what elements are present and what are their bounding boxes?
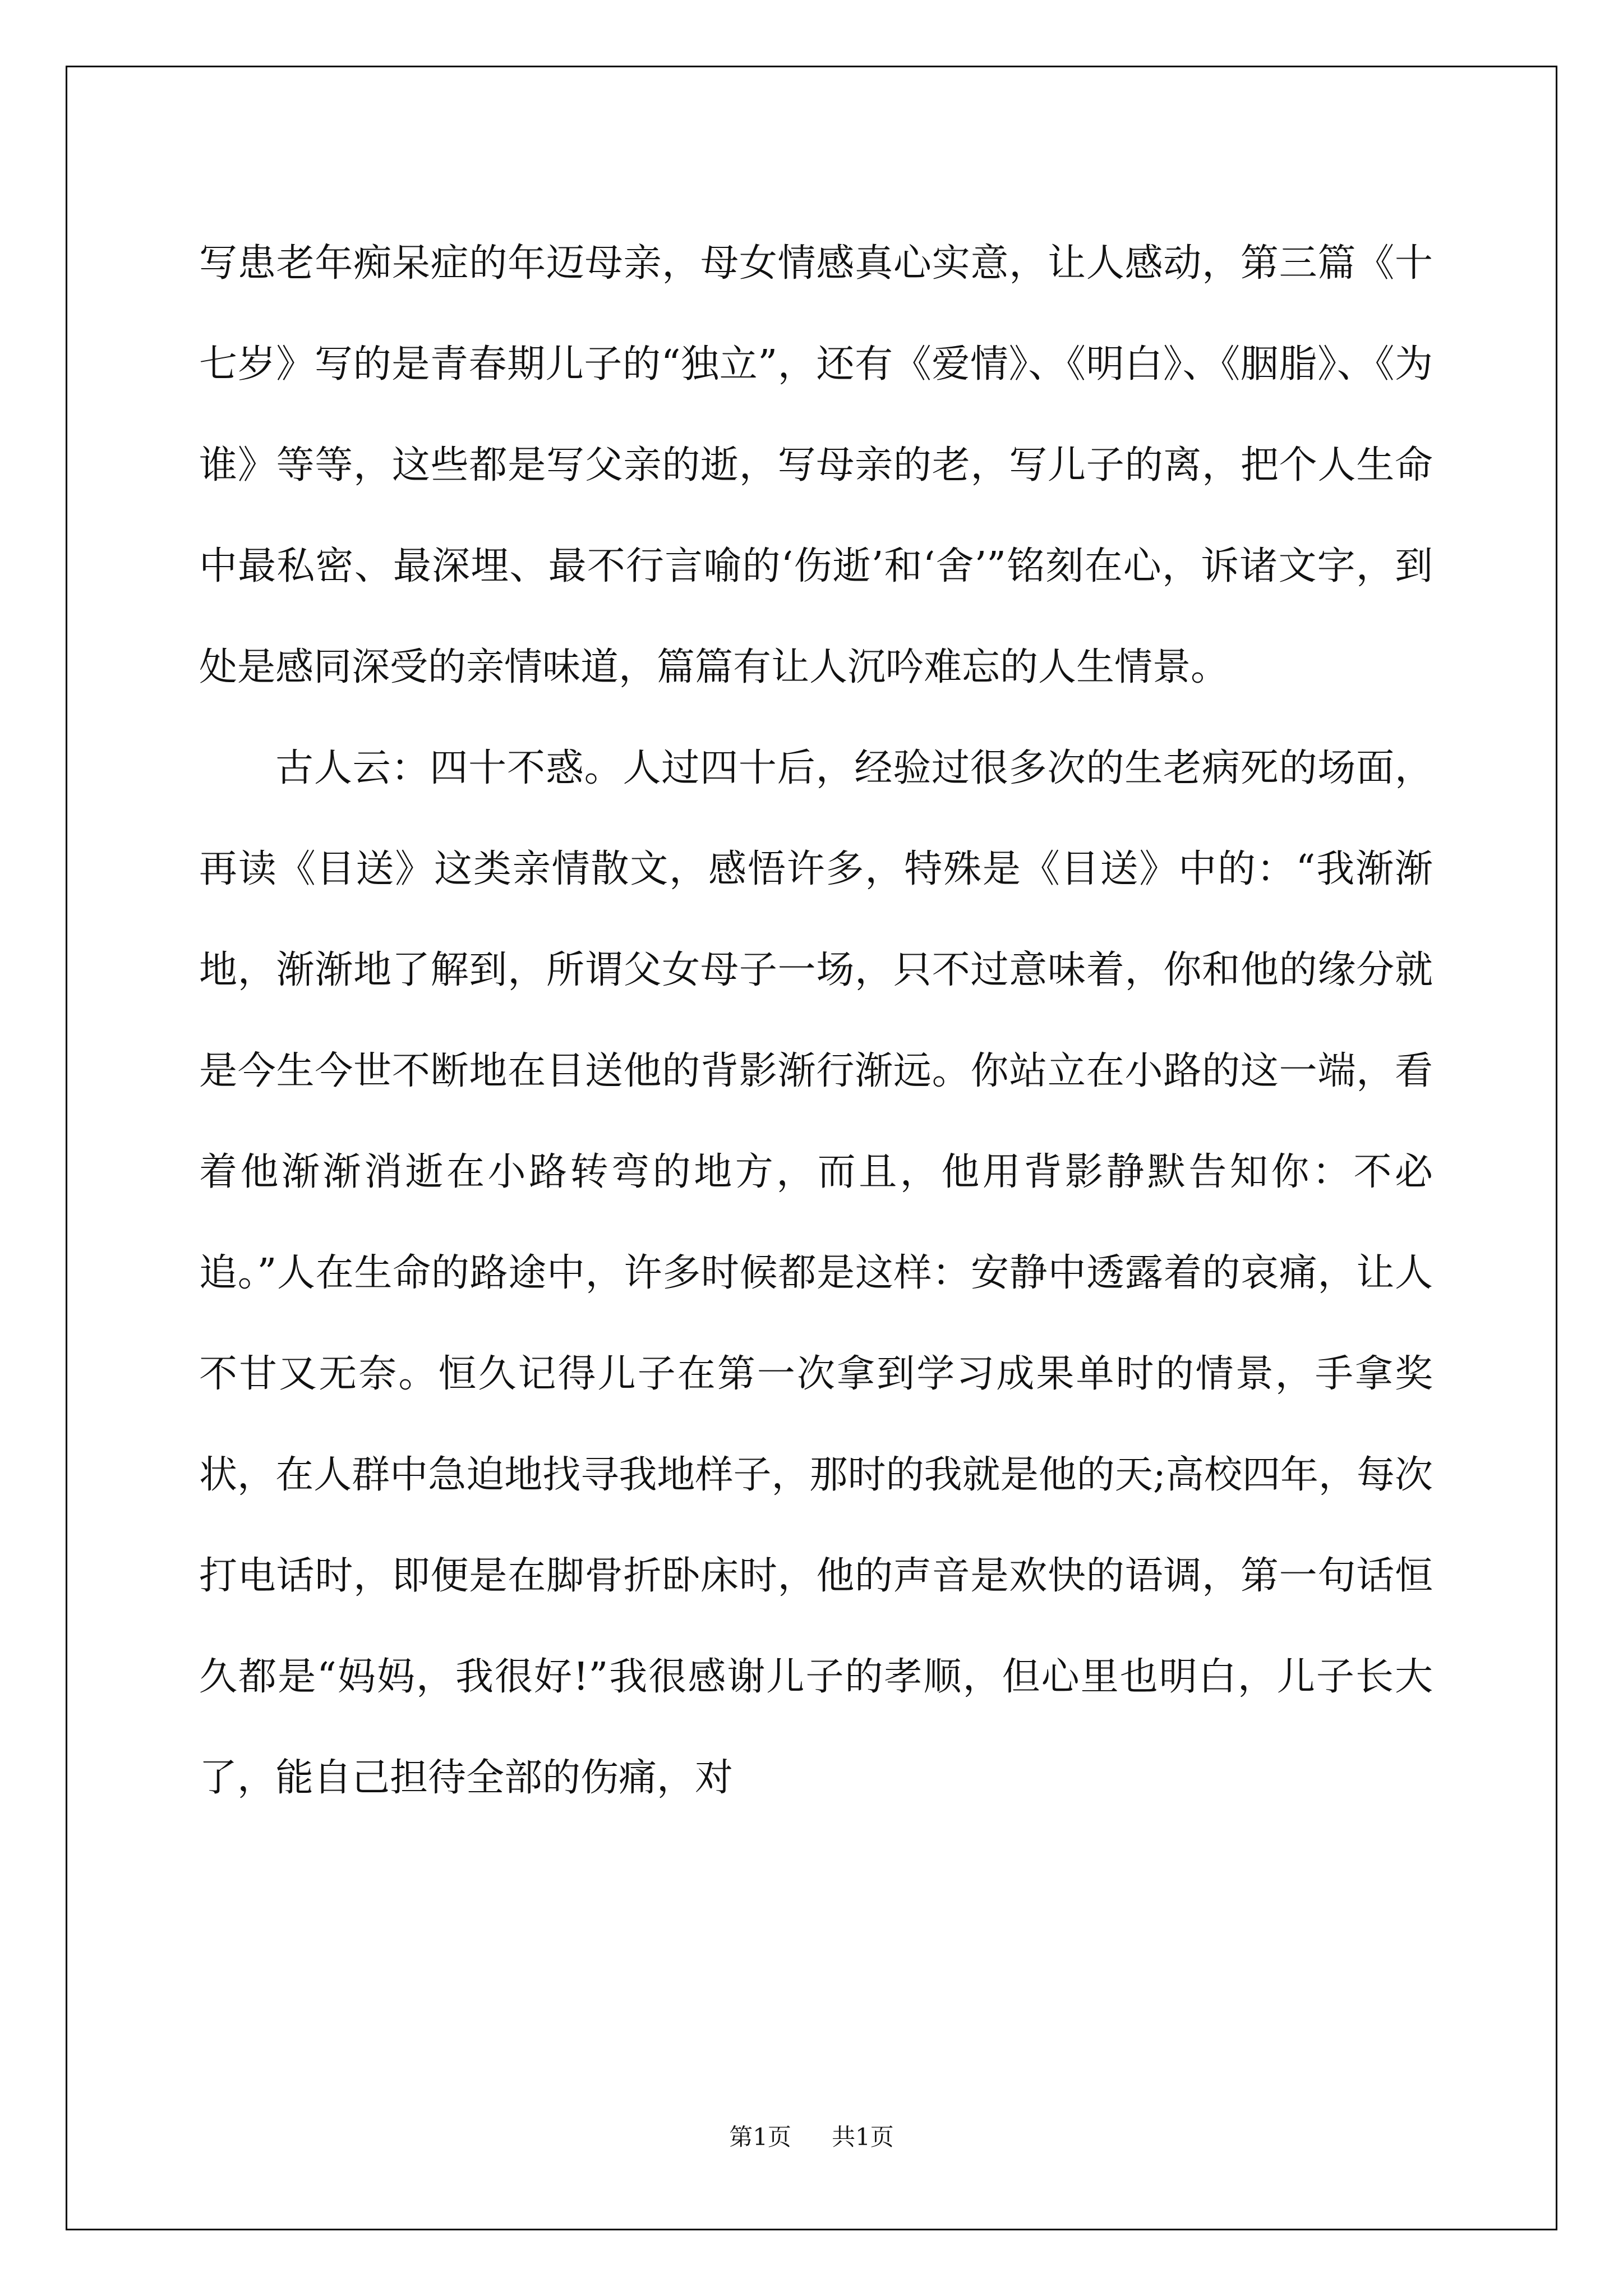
page-number-total: 共1页 (832, 2123, 894, 2151)
document-body (199, 213, 1433, 1829)
page-number-current: 第1页 (729, 2123, 791, 2151)
page-footer (0, 2119, 1623, 2152)
paragraph-1: 写患老年痴呆症的年迈母亲，母女情感真心实意，让人感动，第三篇《十七岁》写的是青春期儿子的“独立”，还有《爱情》、《明白》、《胭脂》、《为谁》等等，这些都是写父亲的逝，写母亲的老，写儿子的离，把个人生命中最私密、最深埋、最不行言喻的‘伤逝’和‘舍’”铭刻在心，诉诸文字，到处是感同深受的亲情味道，篇篇有让人沉吟难忘的人生情景。 (199, 241, 1433, 689)
paragraph-2: 古人云：四十不惑。人过四十后，经验过很多次的生老病死的场面，再读《目送》这类亲情散文，感悟许多，特殊是《目送》中的：“我渐渐地，渐渐地了解到，所谓父女母子一场，只不过意味着，你和他的缘分就是今生今世不断地在目送他的背影渐行渐远。你站立在小路的这一端，看着他渐渐消逝在小路转弯的地方，而且，他用背影静默告知你：不必追。”人在生命的路途中，许多时候都是这样：安静中透露着的哀痛，让人不甘又无奈。恒久记得儿子在第一次拿到学习成果单时的情景，手拿奖状，在人群中急迫地找寻我地样子，那时的我就是他的天;高校四年，每次打电话时，即便是在脚骨折卧床时，他的声音是欢快的语调，第一句话恒久都是“妈妈，我很好!”我很感谢儿子的孝顺，但心里也明白，儿子长大了，能自己担待全部的伤痛，对 (199, 746, 1433, 1800)
